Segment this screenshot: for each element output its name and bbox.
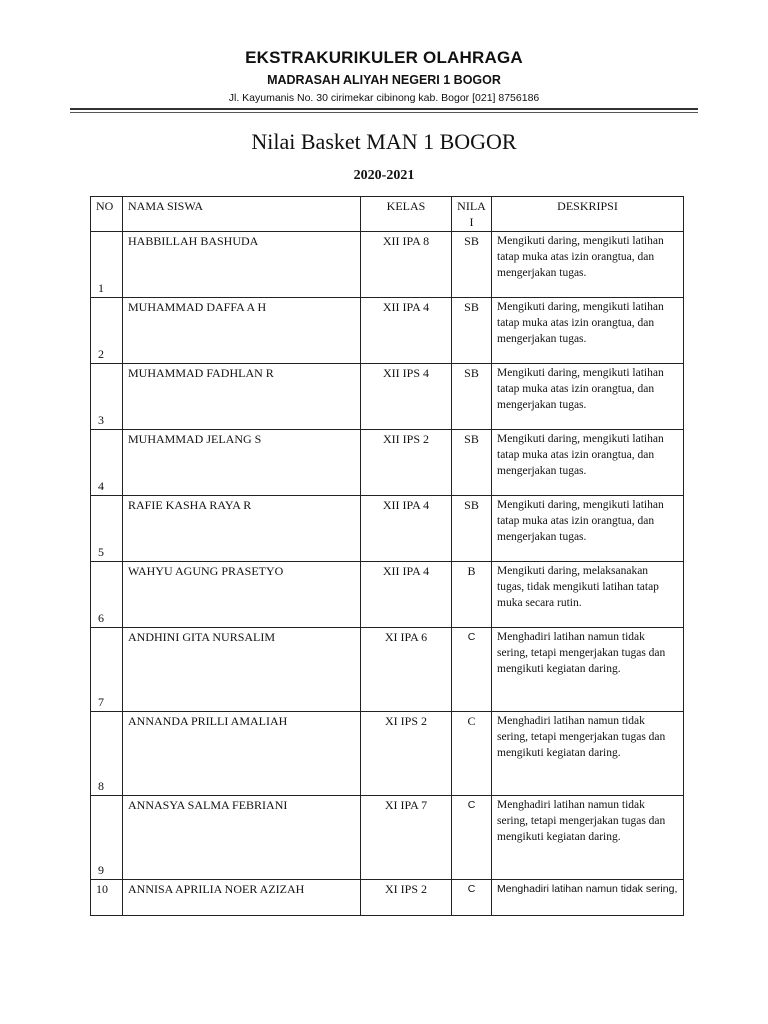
cell-nilai: SB [452, 430, 492, 496]
cell-nilai: SB [452, 232, 492, 298]
cell-no [91, 796, 123, 880]
cell-kelas: XII IPA 4 [361, 562, 452, 628]
cell-deskripsi: Mengikuti daring, mengikuti latihan tatap muka atas izin orangtua, dan mengerjakan tugas. [492, 232, 684, 298]
cell-no [91, 232, 123, 298]
school-address: Jl. Kayumanis No. 30 cirimekar cibinong kab. Bogor [021] 8756186 [228, 92, 540, 104]
cell-kelas: XII IPA 8 [361, 232, 452, 298]
table-row [91, 496, 684, 562]
cell-nilai: C [452, 880, 492, 916]
cell-kelas: XI IPS 2 [361, 880, 452, 916]
cell-kelas: XI IPA 7 [361, 796, 452, 880]
cell-deskripsi: Menghadiri latihan namun tidak sering, tetapi mengerjakan tugas dan mengikuti kegiatan daring. [492, 796, 684, 880]
table-row [91, 880, 684, 916]
cell-no [91, 880, 123, 916]
header-deskripsi: DESKRIPSI [492, 197, 684, 232]
cell-deskripsi: Mengikuti daring, melaksanakan tugas, tidak mengikuti latihan tatap muka secara rutin. [492, 562, 684, 628]
cell-nilai: C [452, 712, 492, 796]
cell-kelas: XI IPS 2 [361, 712, 452, 796]
row-number: 10 [96, 882, 108, 896]
letterhead-divider [70, 108, 698, 110]
cell-nama: ANNISA APRILIA NOER AZIZAH [123, 880, 361, 916]
table-row [91, 364, 684, 430]
cell-nama: ANNASYA SALMA FEBRIANI [123, 796, 361, 880]
row-number: 8 [98, 779, 104, 793]
header-kelas: KELAS [361, 197, 452, 232]
cell-nama: MUHAMMAD FADHLAN R [123, 364, 361, 430]
row-number: 7 [98, 695, 104, 709]
cell-no [91, 298, 123, 364]
cell-nilai: SB [452, 496, 492, 562]
row-number: 4 [98, 479, 104, 493]
cell-no [91, 496, 123, 562]
header-nama: NAMA SISWA [123, 197, 361, 232]
row-number: 6 [98, 611, 104, 625]
cell-deskripsi: Mengikuti daring, mengikuti latihan tatap muka atas izin orangtua, dan mengerjakan tugas. [492, 496, 684, 562]
cell-kelas: XII IPS 2 [361, 430, 452, 496]
cell-nama: RAFIE KASHA RAYA R [123, 496, 361, 562]
cell-kelas: XI IPA 6 [361, 628, 452, 712]
table-row [91, 712, 684, 796]
cell-deskripsi: Mengikuti daring, mengikuti latihan tatap muka atas izin orangtua, dan mengerjakan tugas. [492, 364, 684, 430]
cell-nilai: C [452, 796, 492, 880]
row-number: 3 [98, 413, 104, 427]
cell-nilai: C [452, 628, 492, 712]
cell-nama: MUHAMMAD JELANG S [123, 430, 361, 496]
header-no: NO [91, 197, 123, 232]
page-title: Nilai Basket MAN 1 BOGOR [251, 129, 517, 154]
table-row [91, 562, 684, 628]
cell-nama: MUHAMMAD DAFFA A H [123, 298, 361, 364]
cell-no [91, 364, 123, 430]
row-number: 9 [98, 863, 104, 877]
cell-nama: ANNANDA PRILLI AMALIAH [123, 712, 361, 796]
table-row [91, 298, 684, 364]
org-title: EKSTRAKURIKULER OLAHRAGA [245, 48, 523, 67]
cell-deskripsi: Mengikuti daring, mengikuti latihan tatap muka atas izin orangtua, dan mengerjakan tugas. [492, 298, 684, 364]
cell-nilai: B [452, 562, 492, 628]
cell-deskripsi: Menghadiri latihan namun tidak sering, [492, 880, 684, 916]
cell-no [91, 712, 123, 796]
table-body [91, 232, 684, 916]
cell-nilai: SB [452, 364, 492, 430]
header-nilai: NILA I [452, 197, 492, 232]
row-number: 1 [98, 281, 104, 295]
table-row [91, 628, 684, 712]
table-header-row [91, 197, 684, 232]
cell-deskripsi: Mengikuti daring, mengikuti latihan tatap muka atas izin orangtua, dan mengerjakan tugas. [492, 430, 684, 496]
academic-year: 2020-2021 [353, 168, 415, 183]
cell-no [91, 430, 123, 496]
cell-kelas: XII IPA 4 [361, 496, 452, 562]
cell-deskripsi: Menghadiri latihan namun tidak sering, tetapi mengerjakan tugas dan mengikuti kegiatan daring. [492, 712, 684, 796]
cell-no [91, 628, 123, 712]
table-row [91, 796, 684, 880]
cell-nilai: SB [452, 298, 492, 364]
row-number: 5 [98, 545, 104, 559]
cell-nama: HABBILLAH BASHUDA [123, 232, 361, 298]
cell-nama: WAHYU AGUNG PRASETYO [123, 562, 361, 628]
cell-kelas: XII IPA 4 [361, 298, 452, 364]
table-row [91, 232, 684, 298]
cell-nama: ANDHINI GITA NURSALIM [123, 628, 361, 712]
school-name: MADRASAH ALIYAH NEGERI 1 BOGOR [267, 73, 501, 87]
letterhead-divider-thin [70, 112, 698, 113]
grade-table [90, 196, 684, 916]
row-number: 2 [98, 347, 104, 361]
cell-deskripsi: Menghadiri latihan namun tidak sering, tetapi mengerjakan tugas dan mengikuti kegiatan daring. [492, 628, 684, 712]
cell-kelas: XII IPS 4 [361, 364, 452, 430]
table-row [91, 430, 684, 496]
cell-no [91, 562, 123, 628]
